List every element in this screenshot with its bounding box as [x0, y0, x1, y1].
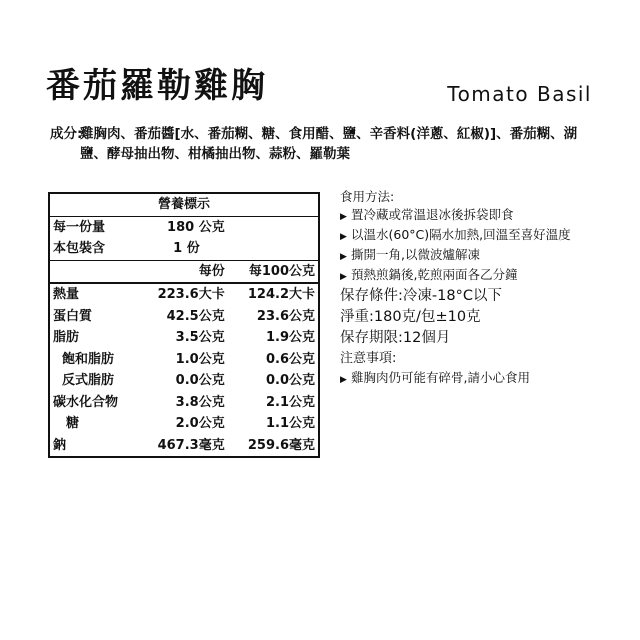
nutrient-per-serving: 3.8公克 [175, 394, 225, 410]
ingredients-section [50, 124, 598, 164]
triangle-bullet-icon: ▶ [340, 272, 347, 282]
note-text: 雞胸肉仍可能有碎骨,請小心食用 [351, 370, 530, 385]
serving-size-value: 180 公克 [138, 216, 228, 238]
usage-step [340, 246, 620, 266]
product-subtitle: Tomato Basil [447, 82, 592, 106]
usage-step-text: 撕開一角,以微波爐解凍 [351, 247, 480, 262]
nutrient-per-serving: 42.5公克 [166, 308, 225, 324]
nutrient-per-serving: 0.0公克 [175, 373, 225, 388]
nutrient-per-serving: 223.6大卡 [138, 283, 228, 306]
usage-step [340, 266, 620, 286]
triangle-bullet-icon: ▶ [340, 375, 347, 385]
nutrient-per-100g: 1.9公克 [265, 330, 315, 345]
nutrient-per-100g: 259.6毫克 [247, 437, 315, 453]
usage-step-text: 以溫水(60°C)隔水加熱,回溫至喜好溫度 [351, 227, 571, 242]
storage-condition: 保存條件:冷凍-18°C以下 [340, 288, 502, 304]
nutrient-name: 脂肪 [53, 330, 80, 345]
usage-step [340, 206, 620, 226]
triangle-bullet-icon: ▶ [340, 252, 347, 262]
nutrient-name: 碳水化合物 [53, 394, 119, 410]
column-header-per-100g: 每100公克 [228, 260, 319, 283]
nutrient-per-100g: 1.1公克 [265, 416, 315, 431]
notes-list [340, 369, 620, 389]
nutrient-name: 飽和脂肪 [62, 351, 115, 367]
nutrient-per-100g: 124.2大卡 [228, 283, 319, 306]
net-weight: 淨重:180克/包±10克 [340, 309, 481, 325]
servings-per-package-label: 本包裝含 [53, 241, 106, 256]
usage-steps [340, 206, 620, 286]
nutrient-name: 蛋白質 [53, 308, 93, 324]
nutrient-per-100g: 0.0公克 [265, 373, 315, 388]
nutrition-caption: 營養標示 [157, 197, 210, 212]
nutrient-per-100g: 23.6公克 [256, 308, 315, 324]
column-header-per-serving: 每份 [138, 260, 228, 283]
usage-storage-panel [340, 188, 620, 389]
nutrient-per-serving: 2.0公克 [175, 416, 225, 431]
usage-step [340, 226, 620, 246]
ingredients-label: 成分: [50, 126, 83, 142]
ingredients-text: 雞胸肉、番茄醬[水、番茄糊、糖、食用醋、鹽、辛香料(洋蔥、紅椒)]、番茄糊、湖鹽、酵母抽出物、柑橘抽出物、蒜粉、羅勒葉 [80, 126, 578, 162]
nutrient-name: 糖 [66, 416, 80, 431]
usage-title: 食用方法: [340, 189, 395, 204]
nutrient-per-100g: 2.1公克 [265, 394, 315, 410]
servings-per-package-value: 1 份 [173, 241, 200, 256]
shelf-life: 保存期限:12個月 [340, 330, 451, 346]
nutrient-per-100g: 0.6公克 [265, 351, 315, 367]
note-item [340, 369, 620, 389]
triangle-bullet-icon: ▶ [340, 232, 347, 242]
nutrient-name: 反式脂肪 [62, 373, 115, 388]
nutrient-per-serving: 3.5公克 [175, 330, 225, 345]
product-title: 番茄羅勒雞胸 [46, 66, 268, 106]
usage-step-text: 預熱煎鍋後,乾煎兩面各乙分鐘 [351, 267, 518, 282]
nutrient-name: 鈉 [53, 437, 67, 453]
serving-size-label: 每一份量 [49, 216, 138, 238]
nutrition-table [48, 192, 320, 458]
usage-step-text: 置冷藏或常溫退冰後拆袋即食 [351, 207, 514, 222]
triangle-bullet-icon: ▶ [340, 212, 347, 222]
nutrient-name: 熱量 [49, 283, 138, 306]
nutrient-per-serving: 1.0公克 [175, 351, 225, 367]
notes-title: 注意事項: [340, 351, 397, 366]
nutrient-per-serving: 467.3毫克 [157, 437, 225, 453]
